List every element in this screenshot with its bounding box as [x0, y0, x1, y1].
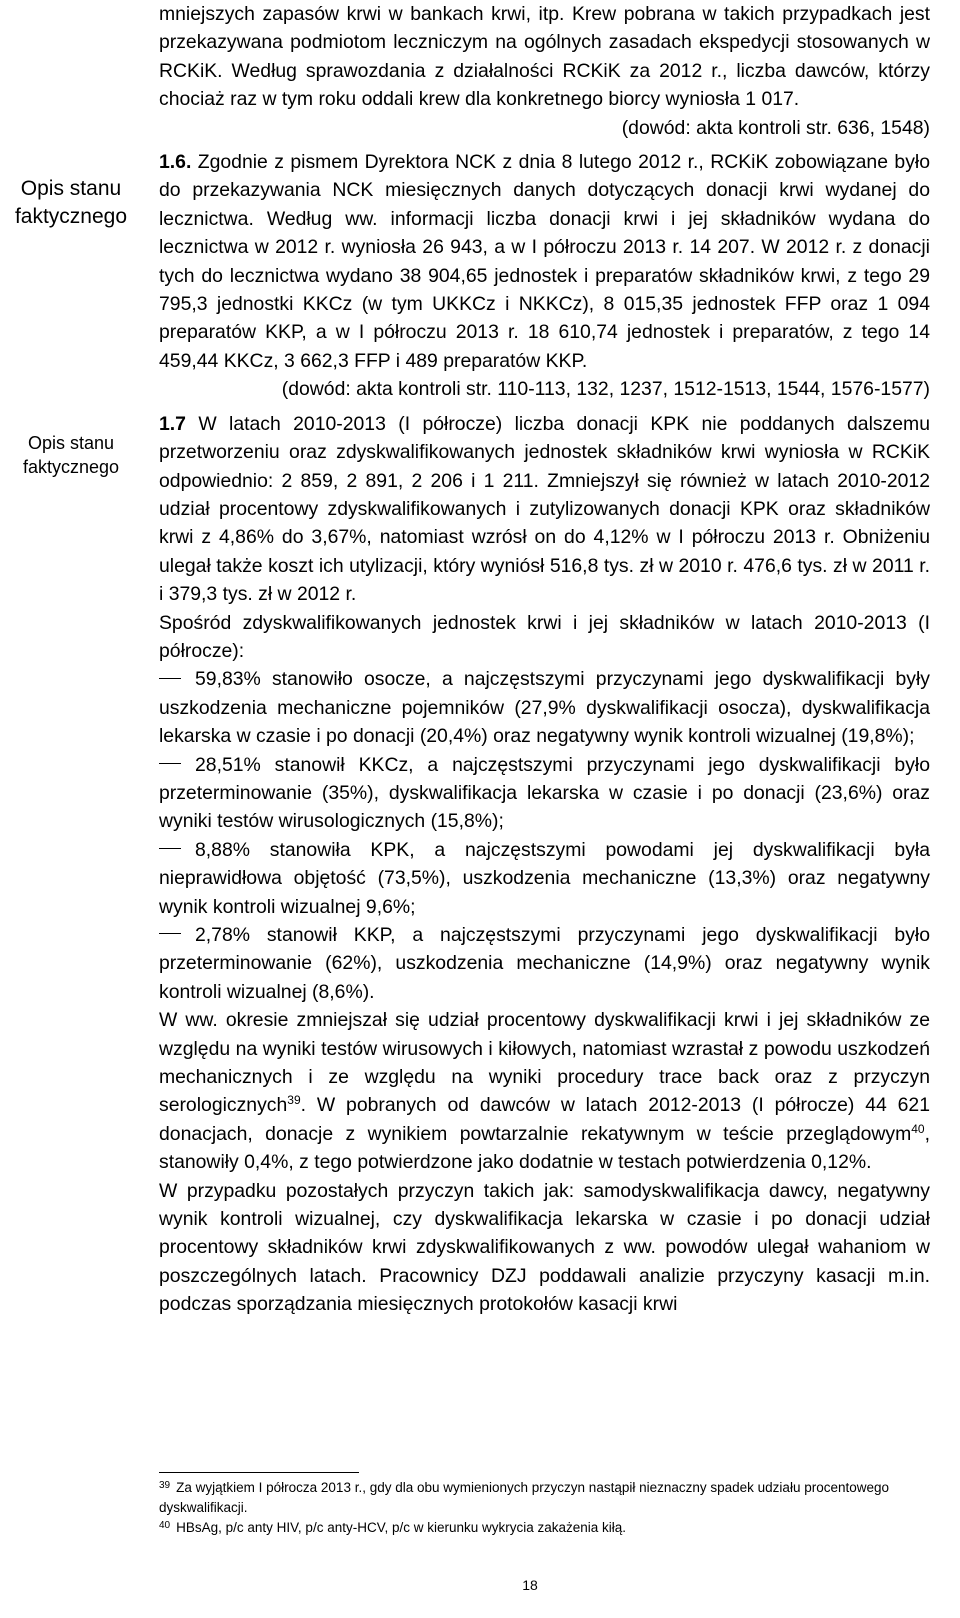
dash-bullet — [159, 848, 181, 849]
footnotes — [159, 1478, 929, 1538]
list-item-plasma: 59,83% stanowiło osocze, a najczęstszymi przyczynami jego dyskwalifikacji były uszkodzenia mechaniczne pojemników (27,9% dyskwalifikacji osocza), dyskwalifikacja lekarska w czasie i po donacji (20,4%) oraz negatywny wynik kontroli wizualnej (19,8%); — [159, 668, 930, 748]
dash-bullet — [159, 763, 181, 764]
list-item-kkcz: 28,51% stanowił KKCz, a najczęstszymi przyczynami jego dyskwalifikacji było przeterminowanie (35%), dyskwalifikacja lekarska w czasie i po donacji (23,6%) oraz wyniki testów wirusologicznych (15,8%); — [159, 753, 930, 833]
section-number-1-7: 1.7 — [159, 412, 186, 435]
paragraph-disqualified: Spośród zdyskwalifikowanych jednostek krwi i jej składników w latach 2010-2013 (I półrocze): — [159, 611, 930, 662]
dash-bullet — [159, 933, 181, 934]
list-item-kpk: 8,88% stanowiła KPK, a najczęstszymi powodami jej dyskwalifikacji była nieprawidłowa objętość (73,5%), uszkodzenia mechaniczne (13,3%) oraz negatywny wynik kontroli wizualnej 9,6%; — [159, 838, 930, 918]
paragraph-trends: W ww. okresie zmniejszał się udział procentowy dyskwalifikacji krwi i jej składników ze względu na wyniki testów wirusowych i kiłowych, natomiast wzrastał z powodu uszkodzeń mechanicznych i ze względu na wyniki procedury trace back oraz z przyczyn serologicznych$^{39}$. W pobranych od dawców w latach 2012-2013 (I półrocze) 44 621 donacjach, donacje z wynikiem powtarzalnie rekatywnym w teście przeglądowym$^{40}$, stanowiły 0,4%, z tego potwierdzone jako dodatnie w testach potwierdzenia 0,12%. — [159, 1009, 930, 1174]
dash-bullet — [159, 678, 181, 679]
paragraph-other-causes: W przypadku pozostałych przyczyn takich jak: samodyskwalifikacja dawcy, negatywny wynik kontroli wizualnej, czy dyskwalifikacja lekarska w czasie i po donacji udział procentowy składników krwi zdyskwalifikowanych z ww. powodów ulegał wahaniom w poszczególnych latach. Pracownicy DZJ poddawali analizie przyczyny kasacji m.in. podczas sporządzania miesięcznych protokołów kasacji krwi — [159, 1179, 930, 1316]
evidence-reference-2: (dowód: akta kontroli str. 110-113, 132, 1237, 1512-1513, 1544, 1576-1577) — [281, 378, 930, 401]
margin-note-facts-2: Opis stanu faktycznego — [22, 433, 120, 477]
margin-notes — [0, 0, 142, 1618]
section-1-6 — [159, 148, 930, 375]
page-number: 18 — [522, 1577, 538, 1593]
main-text — [159, 0, 930, 1319]
evidence-reference-1: (dowód: akta kontroli str. 636, 1548) — [621, 116, 930, 139]
margin-note-facts: Opis stanu faktycznego — [14, 177, 128, 228]
footnote-separator — [159, 1472, 359, 1473]
footnote-39: $^{39}$ Za wyjątkiem I półrocza 2013 r., gdy dla obu wymienionych przyczyn nastąpił nieznaczny spadek udziału procentowego dyskwalifikacji. — [159, 1480, 890, 1515]
footnote-ref-40[interactable]: 40 — [911, 1121, 925, 1136]
paragraph-intro: mniejszych zapasów krwi w bankach krwi, itp. Krew pobrana w takich przypadkach jest przekazywana podmiotom leczniczym na ogólnych zasadach ekspedycji stosowanych w RCKiK. Według sprawozdania z działalności RCKiK za 2012 r., liczba dawców, którzy chociaż raz w tym roku oddali krew dla konkretnego biorcy wyniosła 1 017. — [159, 3, 930, 111]
section-1-7 — [159, 410, 930, 609]
footnote-ref-39[interactable]: 39 — [287, 1093, 301, 1108]
section-1-6-text: Zgodnie z pismem Dyrektora NCK z dnia 8 lutego 2012 r., RCKiK zobowiązane było do przekazywania NCK miesięcznych danych dotyczących donacji krwi wydanej do lecznictwa. Według ww. informacji liczba donacji krwi i jej składników wydana do lecznictwa w 2012 r. wyniosła 26 943, a w I półroczu 2013 r. 14 207. W 2012 r. z donacji tych do lecznictwa wydano 38 904,65 jednostek i preparatów składników krwi, z tego 29 795,3 jednostki KKCz (w tym UKKCz i NKKCz), 8 015,35 jednostek FFP oraz 1 094 preparatów KKP, a w I półroczu 2013 r. 18 610,74 jednostek i preparatów, z tego 14 459,44 KKCz, 3 662,3 FFP i 489 preparatów KKP. — [159, 151, 930, 372]
section-number-1-6: 1.6. — [159, 151, 192, 174]
section-1-7-text: W latach 2010-2013 (I półrocze) liczba donacji KPK nie poddanych dalszemu przetworzeniu oraz zdyskwalifikowanych jednostek składników krwi wyniosła w RCKiK odpowiednio: 2 859, 2 891, 2 206 i 1 211. Zmniejszył się również w latach 2010-2012 udział procentowy zdyskwalifikowanych i zutylizowanych donacji KPK oraz składników krwi z 4,86% do 3,67%, natomiast wzrósł on do 4,12% w I półroczu 2013 r. Obniżeniu ulegał także koszt ich utylizacji, który wyniósł 516,8 tys. zł w 2010 r. 476,6 tys. zł w 2011 r. i 379,3 tys. zł w 2012 r. — [159, 412, 930, 606]
list-item-kkp: 2,78% stanowił KKP, a najczęstszymi przyczynami jego dyskwalifikacji było przeterminowanie (62%), uszkodzenia mechaniczne (14,9%) oraz negatywny wynik kontroli wizualnej (8,6%). — [159, 924, 930, 1003]
footnote-40: $^{40}$ HBsAg, p/c anty HIV, p/c anty-HCV, p/c w kierunku wykrycia zakażenia kiłą. — [159, 1520, 627, 1535]
